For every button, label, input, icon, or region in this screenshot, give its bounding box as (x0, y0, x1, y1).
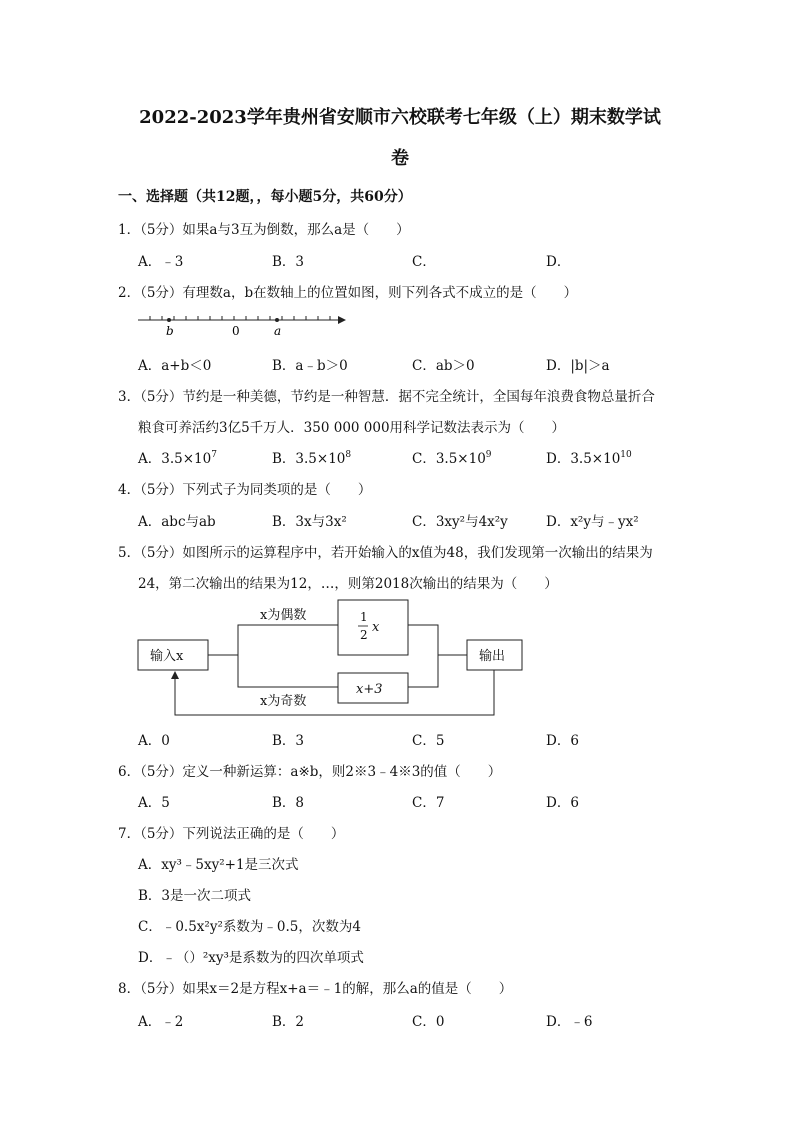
option-c: C．7 (412, 795, 445, 811)
question-3-stem-line2: 粮食可养活约3亿5千万人．350 000 000用科学记数法表示为（ ） (138, 420, 566, 436)
arrow-head (171, 671, 179, 679)
question-8 (118, 977, 698, 997)
question-number: 1． (118, 222, 141, 238)
option-b: B．3 (272, 733, 305, 749)
plus3-label: x+3 (356, 682, 383, 697)
point-b (167, 318, 171, 322)
option-b: B．2 (272, 1014, 305, 1030)
option-b: B．3是一次二项式 (138, 888, 252, 904)
option-a: A．$3.5\times 10^7$ (138, 450, 217, 467)
question-number: 6． (118, 764, 141, 780)
fraction-denominator: 2 (360, 628, 368, 642)
option-a: A．xy³﹣5xy²+1是三次式 (138, 857, 299, 873)
question-5 (118, 541, 698, 561)
label-a: a (274, 324, 282, 338)
label-zero: 0 (232, 324, 240, 338)
label-b: b (166, 324, 174, 338)
option-c: C．5 (412, 733, 445, 749)
option-c: C．3xy²与4x²y (412, 514, 508, 530)
option-a: A．0 (138, 733, 170, 749)
question-number: 2． (118, 285, 141, 301)
option-d: D．6 (546, 733, 579, 749)
input-label: 输入x (150, 649, 184, 664)
question-stem: （5分）如果x＝2是方程x+a＝﹣1的解，那么a的值是（ ） (140, 981, 513, 997)
option-d: D．x²y与﹣yx² (546, 514, 639, 530)
question-6 (118, 760, 698, 780)
question-stem: （5分）下列式子为同类项的是（ ） (140, 482, 372, 498)
option-d: D．﹣（）²xy³是系数为的四次单项式 (138, 950, 364, 966)
flow-diagram (132, 595, 532, 725)
option-a: A．﹣3 (138, 254, 184, 270)
question-number: 4． (118, 482, 141, 498)
question-stem: （5分）定义一种新运算：a※b，则2※3﹣4※3的值（ ） (140, 764, 502, 780)
page-title: 2022-2023学年贵州省安顺市六校联考七年级（上）期末数学试 (139, 107, 661, 128)
question-4 (118, 478, 698, 498)
question-1 (118, 218, 698, 238)
question-2 (118, 281, 698, 301)
option-a: A．abc与ab (138, 514, 216, 530)
fraction-variable: x (372, 620, 380, 635)
question-7 (118, 822, 698, 842)
question-number: 3． (118, 389, 141, 405)
option-b: B．a﹣b＞0 (272, 358, 348, 374)
question-number: 7． (118, 826, 141, 842)
option-a: A．a+b＜0 (138, 358, 212, 374)
section-heading: 一、选择题（共12题，，每小题5分，共60分） (118, 189, 412, 205)
even-label: x为偶数 (260, 608, 307, 623)
question-stem: （5分）有理数a，b在数轴上的位置如图，则下列各式不成立的是（ ） (140, 285, 578, 301)
option-c: C．ab＞0 (412, 358, 475, 374)
odd-label: x为奇数 (260, 694, 307, 709)
option-c: C．0 (412, 1014, 445, 1030)
question-stem: （5分）节约是一种美德，节约是一种智慧．据不完全统计，全国每年浪费食物总量折合 (140, 389, 655, 405)
fraction-numerator: 1 (360, 610, 368, 624)
option-c: C． (412, 254, 436, 270)
question-number: 8． (118, 981, 141, 997)
output-label: 输出 (479, 649, 506, 664)
option-b: B．3x与3x² (272, 514, 347, 530)
option-d: D．$3.5\times 10^{10}$ (546, 450, 632, 467)
option-b: B．3 (272, 254, 305, 270)
option-d: D． (546, 254, 571, 270)
question-stem: （5分）如果a与3互为倒数，那么a是（ ） (140, 222, 410, 238)
option-d: D．﹣6 (546, 1014, 593, 1030)
option-d: D．6 (546, 795, 579, 811)
option-b: B．8 (272, 795, 305, 811)
number-line (136, 310, 356, 338)
page-title-continued: 卷 (391, 148, 409, 169)
question-stem: （5分）下列说法正确的是（ ） (140, 826, 345, 842)
option-c: C．$3.5\times 10^9$ (412, 450, 492, 467)
option-b: B．$3.5\times 10^8$ (272, 450, 352, 467)
option-a: A．5 (138, 795, 170, 811)
question-stem: （5分）如图所示的运算程序中，若开始输入的x值为48，我们发现第一次输出的结果为 (140, 545, 653, 561)
option-c: C．﹣0.5x²y²系数为﹣0.5，次数为4 (138, 919, 361, 935)
option-a: A．﹣2 (138, 1014, 184, 1030)
question-3 (118, 385, 698, 405)
point-a (275, 318, 279, 322)
option-d: D．|b|＞a (546, 358, 610, 374)
question-number: 5． (118, 545, 141, 561)
question-5-stem-line2: 24，第二次输出的结果为12，…，则第2018次输出的结果为（ ） (138, 576, 558, 592)
